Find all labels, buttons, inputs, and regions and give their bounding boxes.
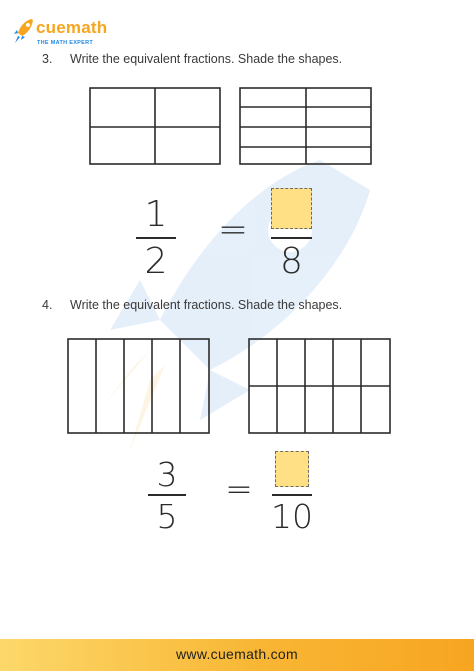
fifths-grid bbox=[67, 338, 210, 434]
logo-wordmark: cuemath bbox=[36, 18, 108, 37]
fraction-3-denominator: 5 bbox=[156, 497, 178, 536]
fraction-4-bar bbox=[272, 494, 312, 496]
rocket-icon bbox=[14, 18, 34, 44]
fraction-2-denominator: 8 bbox=[280, 241, 303, 282]
eighths-grid bbox=[239, 87, 372, 165]
question-3-number: 3. bbox=[42, 52, 53, 66]
equals-sign: = bbox=[217, 209, 249, 250]
question-3-eighths-shape bbox=[239, 87, 372, 165]
question-4-tenths-shape bbox=[248, 338, 391, 434]
question-4-number: 4. bbox=[42, 298, 53, 312]
fraction-1-numerator: 1 bbox=[144, 194, 168, 235]
fraction-2-bar bbox=[271, 237, 312, 239]
logo-tagline: THE MATH EXPERT bbox=[37, 40, 94, 46]
fraction-1-bar bbox=[136, 237, 176, 239]
footer-url[interactable]: www.cuemath.com bbox=[176, 646, 298, 662]
cuemath-logo bbox=[14, 18, 134, 50]
fraction-4-denominator: 10 bbox=[271, 497, 313, 536]
answer-box-numerator-2[interactable] bbox=[275, 451, 309, 487]
question-4-fifths-shape bbox=[67, 338, 210, 434]
tenths-grid bbox=[248, 338, 391, 434]
fraction-3-bar bbox=[148, 494, 186, 496]
fraction-3-numerator: 3 bbox=[156, 455, 178, 494]
halves-grid bbox=[89, 87, 221, 165]
equals-sign-2: = bbox=[225, 469, 253, 508]
answer-box-numerator[interactable] bbox=[271, 188, 312, 229]
question-3-instruction: Write the equivalent fractions. Shade the shapes. bbox=[70, 52, 343, 66]
question-3-halves-shape bbox=[89, 87, 221, 165]
question-4-instruction: Write the equivalent fractions. Shade the shapes. bbox=[70, 298, 343, 312]
fraction-1-denominator: 2 bbox=[144, 241, 168, 282]
